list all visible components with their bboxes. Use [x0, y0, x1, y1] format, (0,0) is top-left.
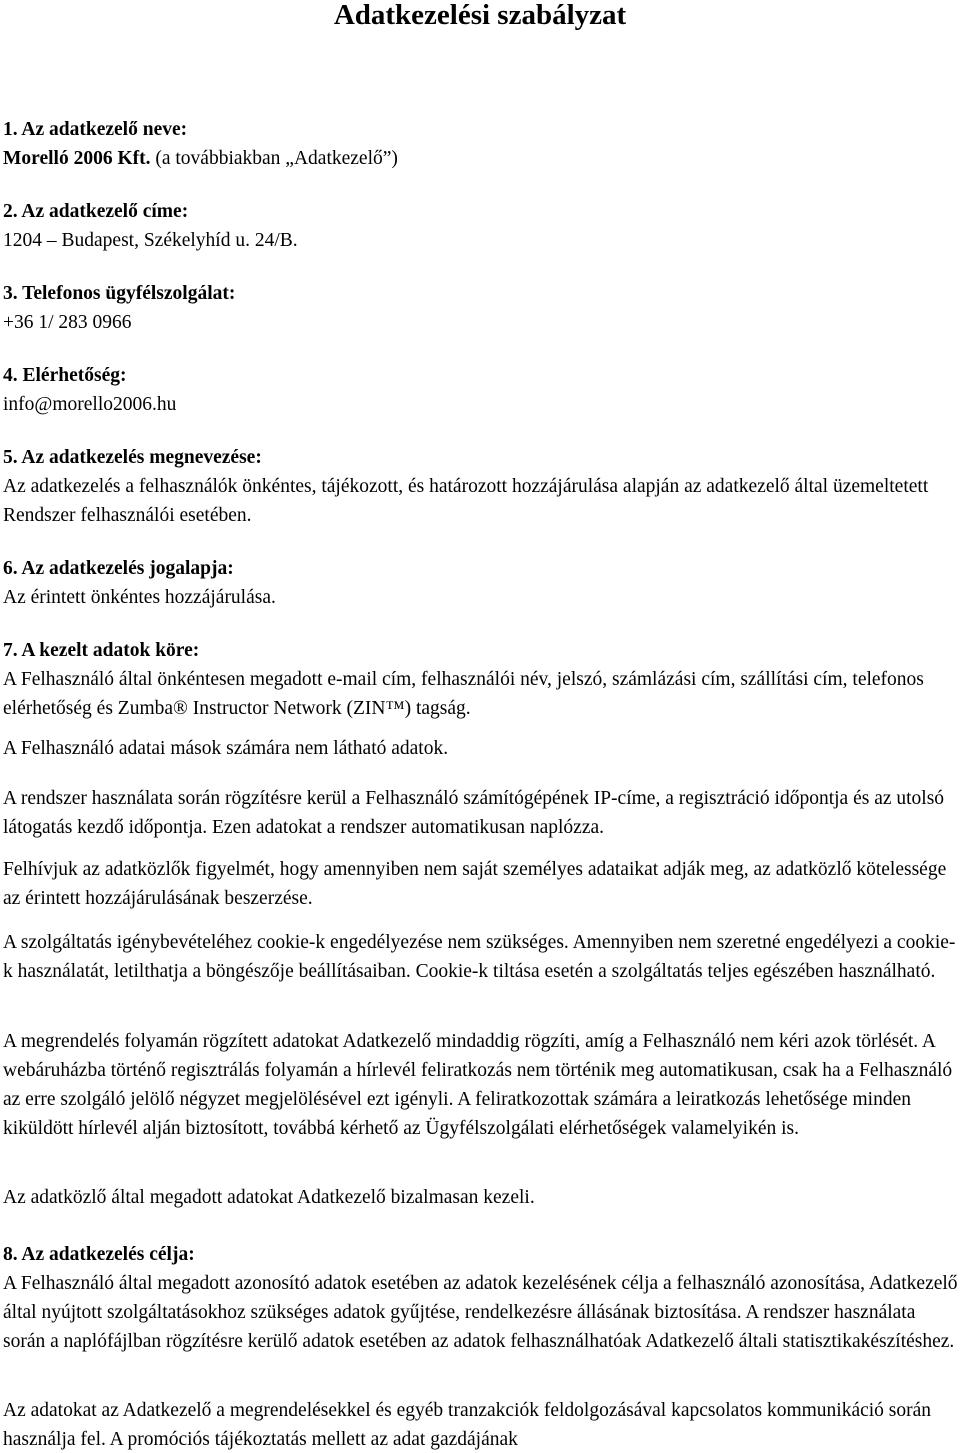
section-6-text: Az érintett önkéntes hozzájárulása.	[3, 587, 276, 608]
section-1	[3, 115, 958, 173]
section-1-heading: 1. Az adatkezelő neve:	[3, 119, 188, 140]
section-6	[3, 554, 958, 612]
section-5-text: Az adatkezelés a felhasználók önkéntes, tájékozott, és határozott hozzájárulása alapján az adatkezelő által üzemeltetett Rendszer felhasználói esetében.	[3, 476, 929, 526]
section-8-paragraph-1: A Felhasználó által megadott azonosító adatok esetében az adatok kezelésének célja a felhasználó azonosítása, Adatkezelő által nyújtott szolgáltatásokhoz szükséges adatok gyűjtése, rendelkezésre állásának biztosítása. A rendszer használata során a naplófájlban rögzítésre kerülő adatok esetében az adatok felhasználhatóak Adatkezelő általi statisztikakészítéshez.	[3, 1273, 958, 1352]
section-3-text: +36 1/ 283 0966	[3, 312, 132, 333]
section-7-paragraph-1: A Felhasználó által önkéntesen megadott e-mail cím, felhasználói név, jelszó, számlázási cím, szállítási cím, telefonos elérhetőség és Zumba® Instructor Network (ZIN™) tagság.	[3, 669, 924, 719]
section-4-heading: 4. Elérhetőség:	[3, 365, 127, 386]
section-2-heading: 2. Az adatkezelő címe:	[3, 201, 189, 222]
section-7-paragraph-4: Felhívjuk az adatközlők figyelmét, hogy amennyiben nem saját személyes adataikat adják meg, az adatközlő kötelessége az érintett hozzájárulásának beszerzése.	[3, 859, 947, 909]
section-2	[3, 197, 958, 255]
company-name-note: (a továbbiakban „Adatkezelő”)	[150, 148, 398, 169]
section-8-block-2	[3, 1396, 958, 1453]
section-7-block-7	[3, 1183, 958, 1212]
section-7-block-2	[3, 734, 958, 763]
section-3-heading: 3. Telefonos ügyfélszolgálat:	[3, 283, 236, 304]
section-8	[3, 1240, 958, 1356]
section-8-paragraph-2: Az adatokat az Adatkezelő a megrendelésekkel és egyéb tranzakciók feldolgozásával kapcsolatos kommunikáció során használja fel. A promóciós tájékoztatás mellett az adat gazdájának	[3, 1400, 932, 1450]
section-7-block-3	[3, 784, 958, 842]
section-7	[3, 636, 958, 723]
section-7-paragraph-3: A rendszer használata során rögzítésre kerül a Felhasználó számítógépének IP-címe, a regisztráció időpontja és az utolsó látogatás kezdő időpontja. Ezen adatokat a rendszer automatikusan naplózza.	[3, 788, 945, 838]
section-7-block-4	[3, 855, 958, 913]
section-7-paragraph-7: Az adatközlő által megadott adatokat Adatkezelő bizalmasan kezeli.	[3, 1187, 535, 1208]
section-7-paragraph-2: A Felhasználó adatai mások számára nem látható adatok.	[3, 738, 449, 759]
section-7-paragraph-5: A szolgáltatás igénybevételéhez cookie-k engedélyezése nem szükséges. Amennyiben nem szeretné engedélyezi a cookie-k használatát, letilthatja a böngészője beállításaiban. Cookie-k tiltása esetén a szolgáltatás teljes egészében használható.	[3, 932, 956, 982]
section-7-paragraph-6: A megrendelés folyamán rögzített adatokat Adatkezelő mindaddig rögzíti, amíg a Felhasználó nem kéri azok törlését. A webáruházba történő regisztrálás folyamán a hírlevél feliratkozás nem történik meg automatikusan, csak ha a Felhasználó az erre szolgáló jelölő négyzet megjelölésével ezt igényli. A feliratkozottak számára a leiratkozás lehetősége minden kiküldött hírlevél alján biztosított, továbbá kérhető az Ügyfélszolgálati elérhetőségek valamelyikén is.	[3, 1031, 953, 1139]
section-5	[3, 443, 958, 530]
section-4	[3, 361, 958, 419]
section-4-text: info@morello2006.hu	[3, 394, 177, 415]
document-title: Adatkezelési szabályzat	[333, 0, 627, 31]
section-5-heading: 5. Az adatkezelés megnevezése:	[3, 447, 262, 468]
section-6-heading: 6. Az adatkezelés jogalapja:	[3, 558, 234, 579]
section-8-heading: 8. Az adatkezelés célja:	[3, 1244, 195, 1265]
section-7-block-5	[3, 928, 958, 986]
section-2-text: 1204 – Budapest, Székelyhíd u. 24/B.	[3, 230, 298, 251]
section-3	[3, 279, 958, 337]
company-name: Morelló 2006 Kft.	[3, 148, 151, 169]
section-7-block-6	[3, 1027, 958, 1143]
section-1-text	[3, 144, 958, 173]
section-7-heading: 7. A kezelt adatok köre:	[3, 640, 200, 661]
